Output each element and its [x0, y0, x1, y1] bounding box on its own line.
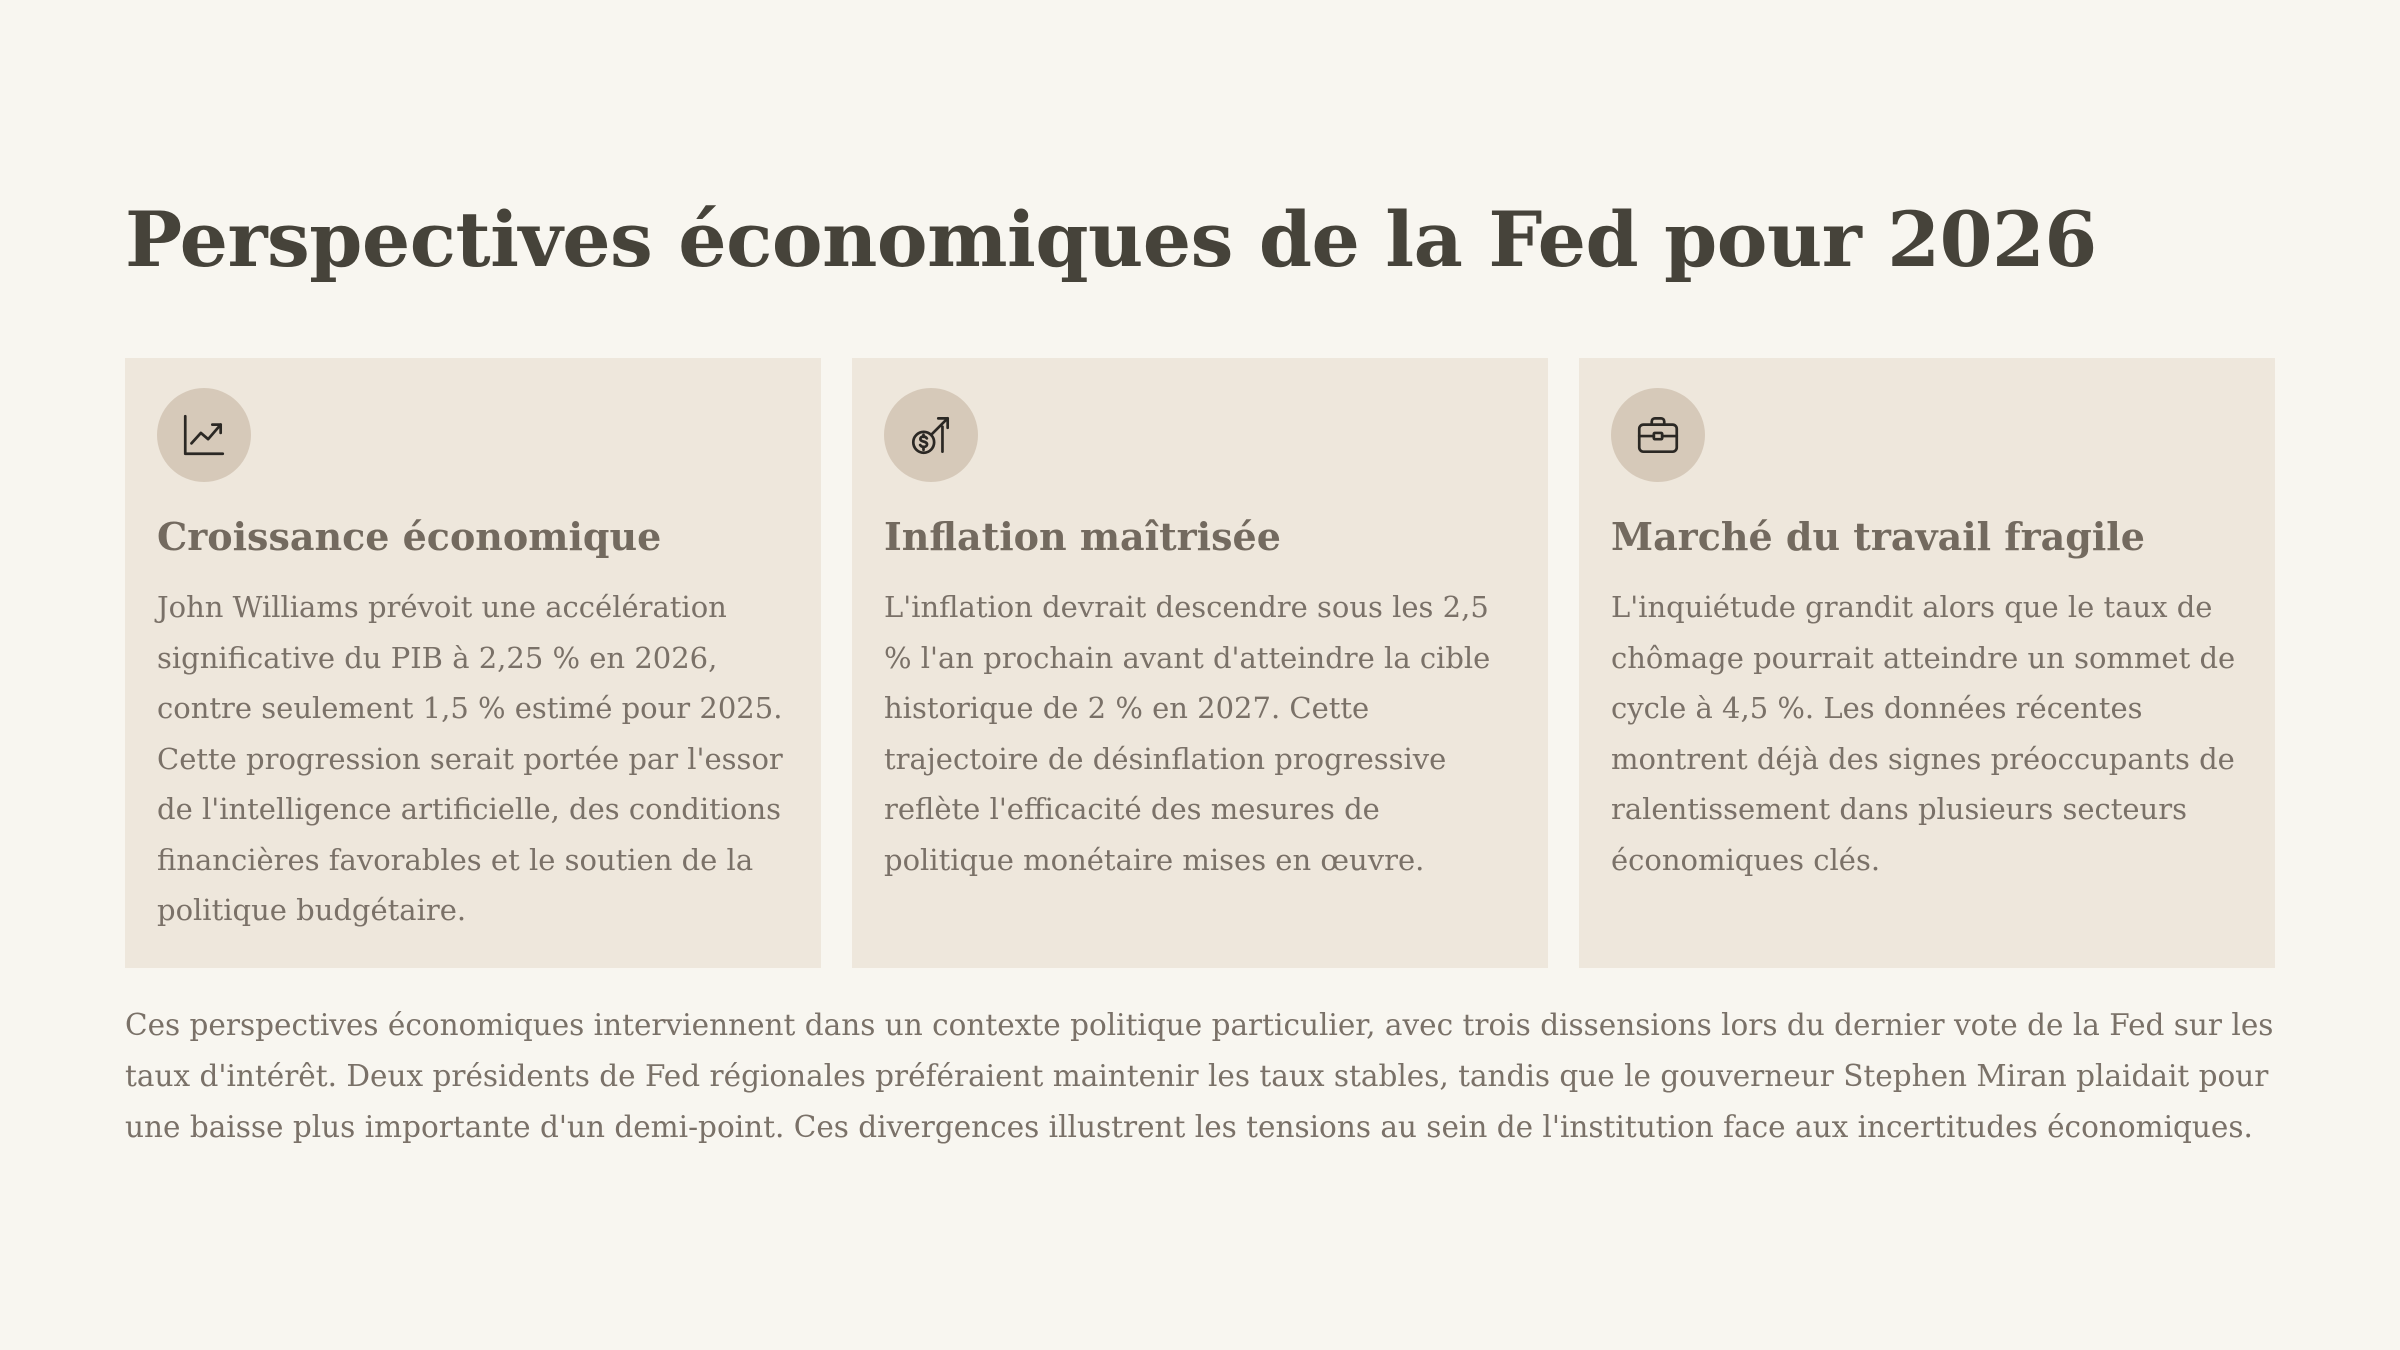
cards-row	[125, 358, 2275, 968]
briefcase-icon	[1611, 388, 1705, 482]
card-text: L'inquiétude grandit alors que le taux de chômage pourrait atteindre un sommet de cycle à 4,5 %. Les données récentes montrent déjà des signes préoccupants de ralentissement dans plusieurs secteurs économiques clés.	[1611, 590, 2236, 877]
card-croissance	[125, 358, 821, 968]
card-title: Inflation maîtrisée	[884, 514, 1281, 559]
footer-paragraph: Ces perspectives économiques interviennent dans un contexte politique particulier, avec trois dissensions lors du dernier vote de la Fed sur les taux d'intérêt. Deux présidents de Fed régionales préféraient maintenir les taux stables, tandis que le gouverneur Stephen Miran plaidait pour une baisse plus importante d'un demi-point. Ces divergences illustrent les tensions au sein de l'institution face aux incertitudes économiques.	[125, 1008, 2274, 1144]
card-inflation	[852, 358, 1548, 968]
card-travail	[1579, 358, 2275, 968]
card-title: Marché du travail fragile	[1611, 514, 2145, 559]
page-title: Perspectives économiques de la Fed pour 2026	[125, 195, 2097, 284]
card-text: L'inflation devrait descendre sous les 2,5 % l'an prochain avant d'atteindre la cible historique de 2 % en 2027. Cette trajectoire de désinflation progressive reflète l'efficacité des mesures de politique monétaire mises en œuvre.	[884, 590, 1491, 877]
slide	[125, 190, 2275, 1144]
dollar-arrow-icon	[884, 388, 978, 482]
card-text: John Williams prévoit une accélération significative du PIB à 2,25 % en 2026, contre seulement 1,5 % estimé pour 2025. Cette progression serait portée par l'essor de l'intelligence artificielle, des conditions financières favorables et le soutien de la politique budgétaire.	[157, 590, 783, 927]
card-title: Croissance économique	[157, 514, 662, 559]
chart-line-up-icon	[157, 388, 251, 482]
